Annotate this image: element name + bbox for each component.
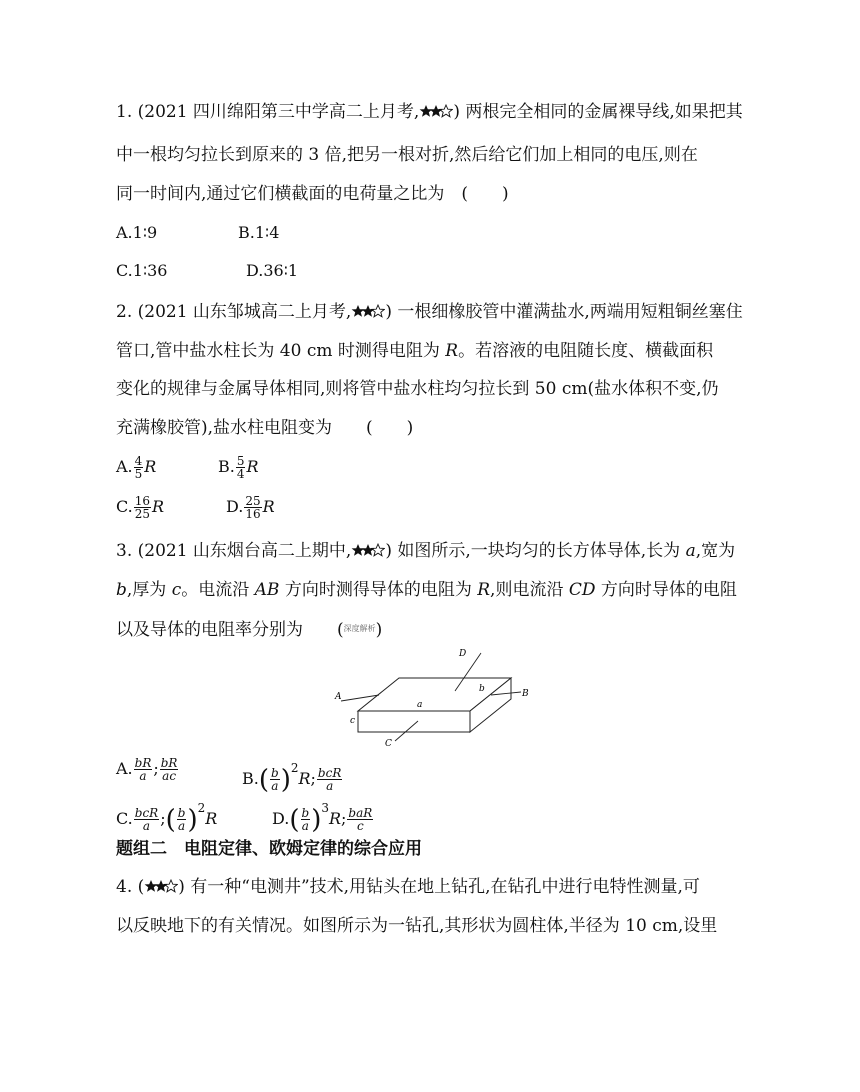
numerator: b xyxy=(271,766,279,780)
numerator: bR xyxy=(134,756,152,770)
q3-line-1b: ) 如图所示,一块均匀的长方体导体,长为 xyxy=(385,541,686,561)
ab-symbol: AB xyxy=(254,580,280,600)
denominator: a xyxy=(178,819,186,833)
label-b: b xyxy=(479,684,485,694)
fraction-br-ac xyxy=(160,757,179,782)
difficulty-stars-icon xyxy=(351,543,385,557)
q2-line-2 xyxy=(116,340,713,362)
numerator: 16 xyxy=(134,494,151,508)
resistance-symbol: R xyxy=(144,457,157,476)
resistance-symbol: R xyxy=(262,497,275,516)
difficulty-stars-icon xyxy=(419,104,453,118)
q2-option-b-fraction xyxy=(236,455,246,480)
length-symbol: a xyxy=(685,541,696,561)
q3-line-2b: 。电流沿 xyxy=(181,580,255,600)
difficulty-stars-icon xyxy=(144,879,178,893)
q2-line-1a: 2. (2021 山东邹城高二上月考, xyxy=(116,302,352,322)
q1-option-a[interactable]: A.1∶9 xyxy=(116,223,158,242)
denominator: a xyxy=(142,819,151,833)
resistance-symbol: R xyxy=(246,457,259,476)
q2-option-b-label: B. xyxy=(218,457,235,476)
q1-option-d[interactable]: D.36∶1 xyxy=(246,261,299,280)
q2-option-b[interactable] xyxy=(218,455,259,480)
q2-line-1 xyxy=(116,301,743,323)
resistance-symbol: R xyxy=(328,809,342,828)
exponent: 2 xyxy=(197,801,206,815)
q1-line-3: 同一时间内,通过它们横截面的电荷量之比为 ( ) xyxy=(116,184,509,204)
denominator: a xyxy=(139,769,147,783)
q4-line-1b: ) 有一种“电测井”技术,用钻头在地上钻孔,在钻孔中进行电特性测量,可 xyxy=(178,877,700,897)
q3-line-3-end: ) xyxy=(375,620,383,640)
resistance-symbol: R xyxy=(152,497,165,516)
left-paren: ( xyxy=(258,764,269,795)
q3-line-3 xyxy=(116,618,382,641)
width-symbol: b xyxy=(116,580,127,600)
numerator: bR xyxy=(160,756,178,770)
q3-option-d[interactable]: D.( $\frac{b}{a}$ )$^3$R; $\frac{\text{baR}}{c}$ xyxy=(272,801,373,835)
right-paren: ) xyxy=(311,804,322,835)
denominator: a xyxy=(271,779,279,793)
numerator: bcR xyxy=(134,806,159,820)
denominator: ac xyxy=(162,769,177,783)
q1-option-c[interactable]: C.1∶36 xyxy=(116,261,168,280)
denominator: 5 xyxy=(134,467,143,481)
q3-line-2e: 方向时导体的电阻 xyxy=(595,580,737,600)
denominator: a xyxy=(326,779,334,793)
q3-option-d-label: D. xyxy=(272,809,290,828)
cuboid-conductor-figure xyxy=(325,645,535,750)
q4-line-2: 以反映地下的有关情况。如图所示为一钻孔,其形状为圆柱体,半径为 10 cm,设里 xyxy=(116,916,718,936)
q3-option-c-label: C. xyxy=(116,809,133,828)
label-C: C xyxy=(385,739,392,749)
denominator: c xyxy=(356,819,364,833)
q3-option-c[interactable]: C. $\frac{\text{bcR}}{a}$ ;( $\frac{b}{a}$ )$^2$R xyxy=(116,801,218,835)
label-B: B xyxy=(522,689,529,699)
label-a: a xyxy=(417,700,423,710)
q3-line-1 xyxy=(116,540,735,562)
denominator: a xyxy=(301,819,309,833)
q2-resistance-symbol: R xyxy=(445,341,459,361)
q2-option-d-fraction xyxy=(244,495,261,520)
q2-line-2b: 。若溶液的电阻随长度、横截面积 xyxy=(458,341,714,361)
denominator: 25 xyxy=(134,507,151,521)
numerator: bcR xyxy=(317,766,342,780)
fraction-bcr-a xyxy=(134,807,159,832)
exponent: 3 xyxy=(321,801,329,815)
resistance-symbol: R xyxy=(477,580,491,600)
label-D: D xyxy=(459,649,467,659)
fraction-br-a xyxy=(134,757,153,782)
left-paren: ( xyxy=(289,804,300,835)
label-c: c xyxy=(350,716,356,726)
fraction-b-a xyxy=(177,807,187,832)
fraction-b-a xyxy=(301,807,311,832)
left-paren: ( xyxy=(165,804,176,835)
resistance-symbol: R xyxy=(298,769,311,788)
q3-line-1c: ,宽为 xyxy=(695,541,736,561)
denominator: 16 xyxy=(245,507,261,521)
q1-line-1 xyxy=(116,101,743,123)
q2-option-d[interactable] xyxy=(226,495,275,520)
q2-option-a[interactable] xyxy=(116,455,156,480)
q3-line-2d: ,则电流沿 xyxy=(490,580,569,600)
q3-option-a-label: A. xyxy=(116,759,133,778)
q3-line-2a: ,厚为 xyxy=(126,580,172,600)
numerator: 4 xyxy=(134,454,143,468)
section-heading: 题组二 电阻定律、欧姆定律的综合应用 xyxy=(116,839,422,859)
q1-option-b[interactable]: B.1∶4 xyxy=(238,223,280,242)
numerator: baR xyxy=(348,806,373,820)
denominator: 4 xyxy=(236,467,245,481)
right-paren: ) xyxy=(187,804,198,835)
cuboid-front-face xyxy=(358,711,470,732)
fraction-bcr-a xyxy=(317,767,342,792)
numerator: 5 xyxy=(236,454,245,468)
label-A: A xyxy=(335,692,342,702)
q3-option-a[interactable]: A. $\frac{bR}{a}$ ; $\frac{bR}{ac}$ xyxy=(116,756,178,783)
q2-line-4: 充满橡胶管),盐水柱电阻变为 ( ) xyxy=(116,418,414,438)
right-paren: ) xyxy=(280,764,291,795)
thickness-symbol: c xyxy=(171,580,182,600)
q3-line-2c: 方向时测得导体的电阻为 xyxy=(279,580,478,600)
difficulty-stars-icon xyxy=(351,304,385,318)
q2-option-a-fraction xyxy=(134,455,144,480)
q3-option-b-label: B. xyxy=(242,769,259,788)
q2-line-1b: ) 一根细橡胶管中灌满盐水,两端用短粗铜丝塞住 xyxy=(385,302,743,322)
numerator: b xyxy=(177,806,186,820)
numerator: 25 xyxy=(245,494,261,508)
resistance-symbol: R xyxy=(205,809,218,828)
q1-line-1b: ) 两根完全相同的金属裸导线,如果把其 xyxy=(453,102,743,122)
fraction-bar-c xyxy=(347,807,373,832)
q2-option-a-label: A. xyxy=(116,457,133,476)
numerator: b xyxy=(301,806,310,820)
q2-line-2a: 管口,管中盐水柱长为 40 cm 时测得电阻为 xyxy=(116,341,446,361)
q3-option-b[interactable]: B.( $\frac{b}{a}$ )$^2$R; $\frac{\text{bcR}}{a}$ xyxy=(242,761,342,795)
q1-line-1a: 1. (2021 四川绵阳第三中学高二上月考, xyxy=(116,102,420,122)
q2-option-c-fraction xyxy=(134,495,151,520)
q2-option-c[interactable] xyxy=(116,495,164,520)
q4-line-1a: 4. ( xyxy=(116,877,145,897)
exponent: 2 xyxy=(290,761,299,775)
cd-symbol: CD xyxy=(568,580,596,600)
q4-line-1 xyxy=(116,876,700,898)
deep-analysis-tag: 深度解析 xyxy=(343,624,376,633)
fraction-b-a xyxy=(270,767,280,792)
q2-line-3: 变化的规律与金属导体相同,则将管中盐水柱均匀拉长到 50 cm(盐水体积不变,仍 xyxy=(116,379,719,399)
q2-option-d-label: D. xyxy=(226,497,244,516)
q3-line-1a: 3. (2021 山东烟台高二上期中, xyxy=(116,541,352,561)
q3-line-3a: 以及导体的电阻率分别为 ( xyxy=(116,620,344,640)
q1-line-2: 中一根均匀拉长到原来的 3 倍,把另一根对折,然后给它们加上相同的电压,则在 xyxy=(116,145,698,165)
q3-line-2 xyxy=(116,579,737,601)
q2-option-c-label: C. xyxy=(116,497,133,516)
